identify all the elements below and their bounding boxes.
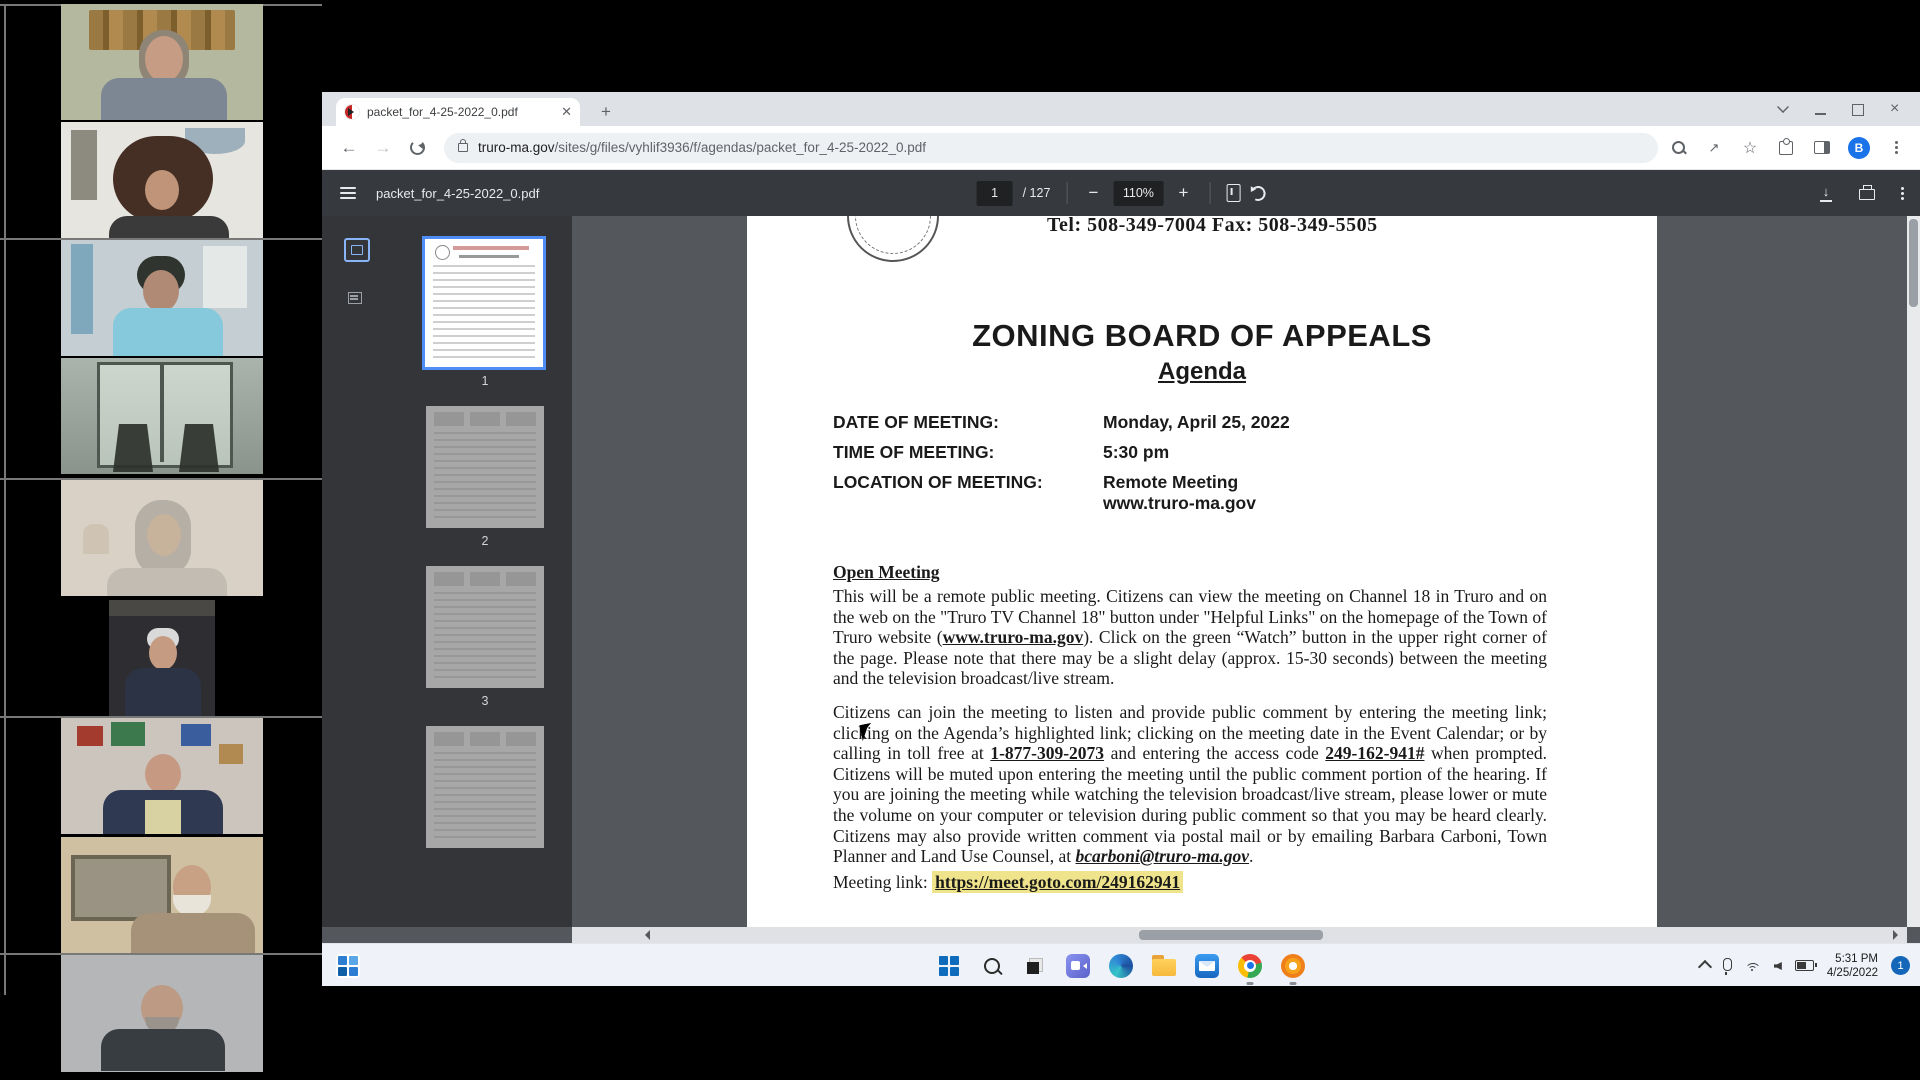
meeting-link-row [833, 872, 1183, 893]
detail-label: LOCATION OF MEETING: [833, 472, 1043, 492]
divider [1209, 182, 1210, 204]
file-explorer-icon[interactable] [1151, 953, 1177, 979]
fit-page-icon[interactable] [1226, 184, 1240, 202]
window-controls [1777, 92, 1912, 126]
document-subtitle: Agenda [1157, 358, 1246, 385]
url-domain: truro-ma.gov [478, 140, 555, 155]
detail-label: TIME OF MEETING: [833, 442, 995, 462]
rotate-icon[interactable] [1248, 183, 1267, 202]
detail-label: DATE OF MEETING: [833, 412, 999, 432]
detail-value: Monday, April 25, 2022 [1103, 412, 1290, 432]
page-number-input[interactable]: 1 [977, 181, 1013, 206]
meeting-link-label: Meeting link: [833, 872, 928, 892]
toll-free-number: 1-877-309-2073 [990, 743, 1105, 764]
widgets-icon[interactable] [336, 954, 360, 978]
share-icon[interactable]: ↗ [1708, 139, 1720, 155]
chrome-icon[interactable] [1237, 953, 1263, 979]
refresh-button[interactable] [403, 134, 431, 162]
teams-chat-icon[interactable] [1065, 953, 1091, 979]
access-code: 249-162-941# [1325, 743, 1425, 764]
participant-video[interactable] [61, 718, 263, 834]
back-button[interactable]: ← [340, 137, 358, 157]
detail-value: Remote Meeting www.truro-ma.gov [1103, 472, 1256, 513]
pdf-more-menu-icon[interactable] [1901, 187, 1904, 200]
detail-value: 5:30 pm [1103, 442, 1170, 462]
zoom-out-button[interactable]: − [1088, 183, 1099, 202]
goto-meeting-icon[interactable] [1280, 953, 1306, 979]
minimize-button[interactable] [1815, 113, 1826, 115]
document-outline-icon[interactable] [344, 288, 366, 308]
open-meeting-heading: Open Meeting [833, 562, 940, 582]
page-thumbnail-label: 3 [481, 694, 489, 708]
meeting-link[interactable]: https://meet.goto.com/249162941 [932, 871, 1183, 893]
page-thumbnail-4[interactable] [426, 726, 544, 848]
pdf-filename: packet_for_4-25-2022_0.pdf [376, 185, 540, 201]
town-seal [847, 216, 939, 262]
task-view-icon[interactable] [1022, 953, 1048, 979]
public-comment-paragraph: Citizens can join the meeting to listen and provide public comment by entering the meeting link; clicking on the Agenda’s highlighted link; clicking on the meeting date in the Event Calendar; or by calling in toll free at 1-877-309-2073 and entering the access code 249-162-941# when prompted. Citizens will be muted upon entering the meeting until the public comment portion of the hearing. If you are joining the meeting while watching the television broadcast/live stream, please lower or mute the volume on your computer or television during public comment so that you may be heard clearly. Citizens may also provide written comment via postal mail or by emailing Barbara Carboni, Town Planner and Land Use Counsel, at bcarboni@truro-ma.gov. [833, 702, 1547, 867]
page-thumbnail-3[interactable] [426, 566, 544, 688]
divider [1066, 182, 1067, 204]
forward-button[interactable]: → [374, 137, 392, 157]
print-icon[interactable] [1859, 189, 1875, 200]
start-button[interactable] [936, 953, 962, 979]
taskbar-clock[interactable] [1827, 952, 1878, 980]
mail-icon[interactable] [1194, 953, 1220, 979]
scroll-right-arrow[interactable] [1893, 930, 1903, 940]
page-thumbnail-2[interactable] [426, 406, 544, 528]
new-tab-button[interactable]: + [601, 102, 611, 121]
notification-badge[interactable]: 1 [1891, 956, 1910, 975]
page-thumbnail-1[interactable] [422, 236, 546, 370]
address-bar[interactable] [444, 133, 1658, 163]
page-count-label: / 127 [1022, 186, 1051, 200]
browser-toolbar [322, 126, 1920, 170]
url-path: /sites/g/files/vyhlif3936/f/agendas/packet_for_4-25-2022_0.pdf [554, 140, 927, 155]
maximize-button[interactable] [1852, 104, 1864, 116]
tab-title: packet_for_4-25-2022_0.pdf [367, 105, 518, 119]
pdf-sidebar [322, 216, 572, 927]
planner-email-link[interactable]: bcarboni@truro-ma.gov [1075, 846, 1250, 867]
profile-avatar[interactable]: B [1848, 137, 1870, 159]
battery-icon[interactable] [1795, 960, 1814, 971]
system-tray [1700, 944, 1910, 987]
separator [4, 4, 6, 995]
browser-window [322, 92, 1920, 943]
tray-overflow-chevron-icon[interactable] [1698, 960, 1712, 974]
participant-video[interactable] [61, 4, 263, 120]
participant-video[interactable] [61, 955, 263, 1072]
vertical-scrollbar-thumb[interactable] [1909, 219, 1918, 307]
horizontal-scrollbar[interactable] [572, 927, 1907, 943]
pdf-toolbar [322, 170, 1920, 216]
close-window-button[interactable]: × [1890, 100, 1900, 117]
pdf-page-area [572, 216, 1907, 927]
zoom-indicator-icon[interactable] [1668, 138, 1688, 158]
horizontal-scrollbar-thumb[interactable] [1139, 930, 1323, 940]
windows-taskbar [322, 943, 1920, 986]
participant-video[interactable] [61, 837, 263, 953]
pdf-page [747, 216, 1657, 927]
tab-bar [322, 92, 1920, 126]
document-title: ZONING BOARD OF APPEALS [972, 318, 1432, 353]
download-icon[interactable]: ↓ [1819, 186, 1833, 200]
pdf-viewer [322, 216, 1920, 943]
volume-icon[interactable] [1774, 962, 1782, 970]
bookmark-star-icon[interactable]: ☆ [1742, 139, 1758, 157]
participant-video[interactable] [61, 122, 263, 238]
browser-tab[interactable] [336, 98, 580, 126]
meeting-details [833, 412, 1523, 523]
scroll-left-arrow[interactable] [640, 930, 650, 940]
extensions-puzzle-icon[interactable] [1776, 138, 1796, 158]
clock-date: 4/25/2022 [1826, 966, 1878, 979]
participant-video[interactable] [61, 358, 263, 474]
page-thumbnail-label: 2 [481, 534, 489, 548]
lock-icon [458, 143, 468, 152]
wifi-icon[interactable] [1745, 963, 1761, 972]
zoom-in-button[interactable]: + [1178, 183, 1189, 202]
thumbnails-view-icon[interactable] [344, 238, 370, 262]
participant-video[interactable] [61, 240, 263, 356]
site-favicon [344, 104, 360, 120]
browser-menu-icon[interactable] [1886, 138, 1906, 158]
vertical-scrollbar[interactable] [1907, 216, 1920, 927]
side-panel-icon[interactable] [1812, 138, 1832, 158]
truro-website-link[interactable]: www.truro-ma.gov [942, 627, 1084, 648]
participant-video[interactable] [61, 480, 263, 596]
tab-close-icon[interactable]: ✕ [561, 104, 572, 119]
open-meeting-paragraph: This will be a remote public meeting. Citizens can view the meeting on Channel 18 in Truro and on the web on the "Truro TV Channel 18" button under "Helpful Links" on the homepage of the Town of Truro website (www.truro-ma.gov). Click on the green “Watch” button in the upper right corner of the page. Please note that there may be a slight delay (approx. 15-30 seconds) between the meeting and the television broadcast/live stream. [833, 586, 1547, 689]
search-icon[interactable] [979, 953, 1005, 979]
clock-time: 5:31 PM [1835, 952, 1878, 965]
microphone-icon[interactable] [1723, 958, 1732, 971]
zoom-level[interactable]: 110% [1113, 181, 1163, 206]
participant-video[interactable] [61, 600, 263, 716]
tab-search-chevron-icon[interactable] [1777, 101, 1789, 113]
edge-icon[interactable] [1108, 953, 1134, 979]
tel-fax-line: Tel: 508-349-7004 Fax: 508-349-5505 [1047, 216, 1378, 236]
pdf-menu-icon[interactable] [340, 187, 356, 199]
page-thumbnail-label: 1 [481, 374, 489, 388]
